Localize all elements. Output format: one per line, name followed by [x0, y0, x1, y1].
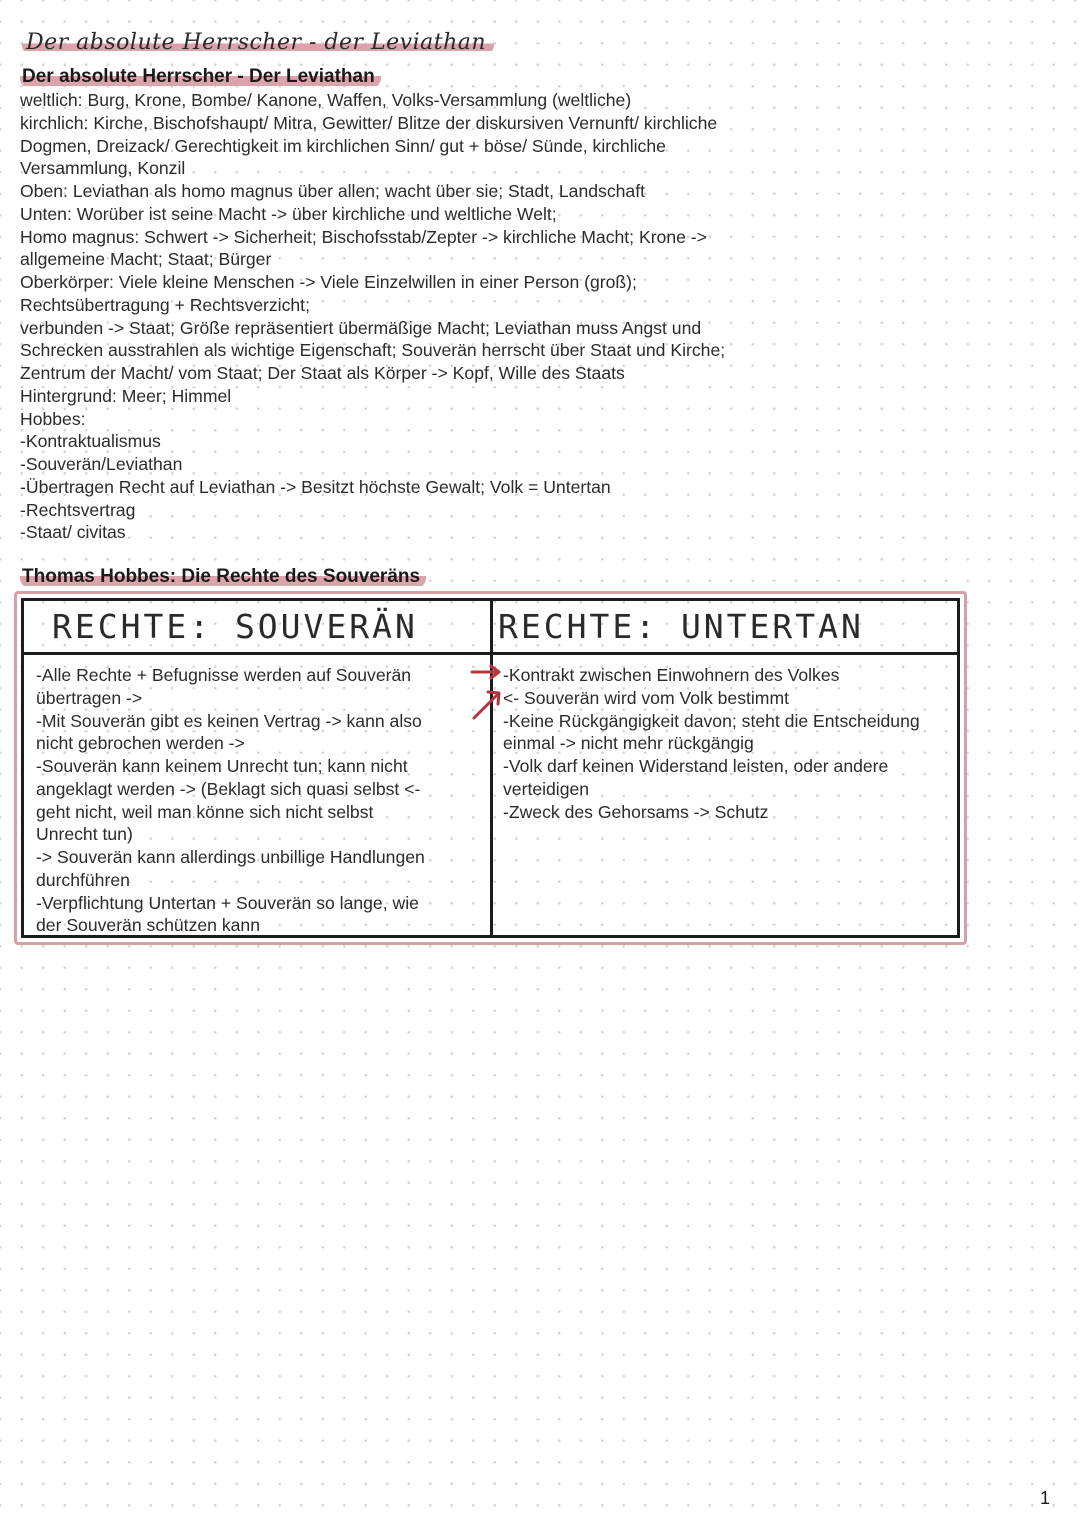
souveraen-rights-list: [36, 664, 476, 937]
note-line: -Kontraktualismus: [20, 431, 161, 452]
note-line: Rechtsübertragung + Rechtsverzicht;: [20, 294, 310, 315]
note-line: kirchlich: Kirche, Bischofshaupt/ Mitra, Gewitter/ Blitze der diskursiven Vernunft/ kirchliche: [20, 112, 718, 133]
note-line: -Souverän/Leviathan: [20, 454, 183, 474]
note-line: verbunden -> Staat; Größe repräsentiert übermäßige Macht; Leviathan muss Angst und: [20, 317, 702, 338]
note-line: -Rechtsvertrag: [20, 499, 136, 520]
note-line: Oben: Leviathan als homo magnus über allen; wacht über sie; Stadt, Landschaft: [20, 181, 645, 201]
list-item: nicht gebrochen werden ->: [36, 733, 245, 754]
header-rights-untertan: RECHTE: UNTERTAN: [498, 607, 864, 646]
list-item: -Souverän kann keinem Unrecht tun; kann nicht: [36, 756, 408, 776]
rights-table-inner: [21, 598, 960, 938]
list-item: -> Souverän kann allerdings unbillige Handlungen: [36, 847, 425, 867]
note-line: Versammlung, Konzil: [20, 158, 186, 179]
note-line: Homo magnus: Schwert -> Sicherheit; Bischofsstab/Zepter -> kirchliche Macht; Krone ->: [20, 226, 707, 247]
note-line: Hobbes:: [20, 408, 86, 429]
list-item: durchführen: [36, 869, 130, 890]
leviathan-notes: [20, 89, 780, 544]
list-item: <- Souverän wird vom Volk bestimmt: [503, 687, 790, 708]
note-line: Oberkörper: Viele kleine Menschen -> Viele Einzelwillen in einer Person (groß);: [20, 272, 637, 292]
note-line: -Staat/ civitas: [20, 522, 126, 543]
list-item: der Souverän schützen kann: [36, 915, 260, 936]
note-line: Unten: Worüber ist seine Macht -> über kirchliche und weltliche Welt;: [20, 203, 557, 224]
note-line: allgemeine Macht; Staat; Bürger: [20, 249, 272, 270]
list-item: angeklagt werden -> (Beklagt sich quasi selbst <-: [36, 778, 421, 799]
note-line: -Übertragen Recht auf Leviathan -> Besitzt höchste Gewalt; Volk = Untertan: [20, 476, 611, 497]
list-item: einmal -> nicht mehr rückgängig: [503, 733, 754, 754]
list-item: -Keine Rückgängigkeit davon; steht die Entscheidung: [503, 710, 920, 731]
red-arrow-diagonal-icon: [470, 684, 504, 722]
list-item: -Kontrakt zwischen Einwohnern des Volkes: [503, 665, 840, 685]
rights-table: [14, 591, 967, 945]
page-corner-mark: 1: [1040, 1488, 1051, 1508]
list-item: übertragen ->: [36, 687, 143, 708]
list-item: verteidigen: [503, 778, 590, 799]
list-item: -Zweck des Gehorsams -> Schutz: [503, 801, 769, 822]
red-arrow-right-icon: [470, 662, 504, 680]
list-item: -Alle Rechte + Befugnisse werden auf Souverän: [36, 665, 412, 685]
list-item: -Mit Souverän gibt es keinen Vertrag -> kann also: [36, 710, 422, 731]
untertan-rights-list: [503, 664, 958, 823]
list-item: Unrecht tun): [36, 824, 133, 845]
note-line: Dogmen, Dreizack/ Gerechtigkeit im kirchlichen Sinn/ gut + böse/ Sünde, kirchliche: [20, 135, 666, 156]
note-line: Hintergrund: Meer; Himmel: [20, 385, 232, 406]
header-rights-souveraen: RECHTE: SOUVERÄN: [52, 607, 418, 646]
handwritten-title: Der absolute Herrscher - der Leviathan: [22, 30, 494, 55]
section-heading-leviathan: Der absolute Herrscher - Der Leviathan: [20, 66, 381, 88]
section-heading-hobbes: Thomas Hobbes: Die Rechte des Souveräns: [20, 566, 426, 588]
list-item: -Volk darf keinen Widerstand leisten, oder andere: [503, 756, 889, 776]
list-item: -Verpflichtung Untertan + Souverän so lange, wie: [36, 892, 419, 913]
note-line: weltlich: Burg, Krone, Bombe/ Kanone, Waffen, Volks-Versammlung (weltliche): [20, 90, 632, 110]
header-divider: [24, 652, 957, 655]
note-line: Zentrum der Macht/ vom Staat; Der Staat als Körper -> Kopf, Wille des Staats: [20, 363, 625, 383]
list-item: geht nicht, weil man könne sich nicht selbst: [36, 801, 374, 822]
note-line: Schrecken ausstrahlen als wichtige Eigenschaft; Souverän herrscht über Staat und Kirche;: [20, 340, 726, 361]
